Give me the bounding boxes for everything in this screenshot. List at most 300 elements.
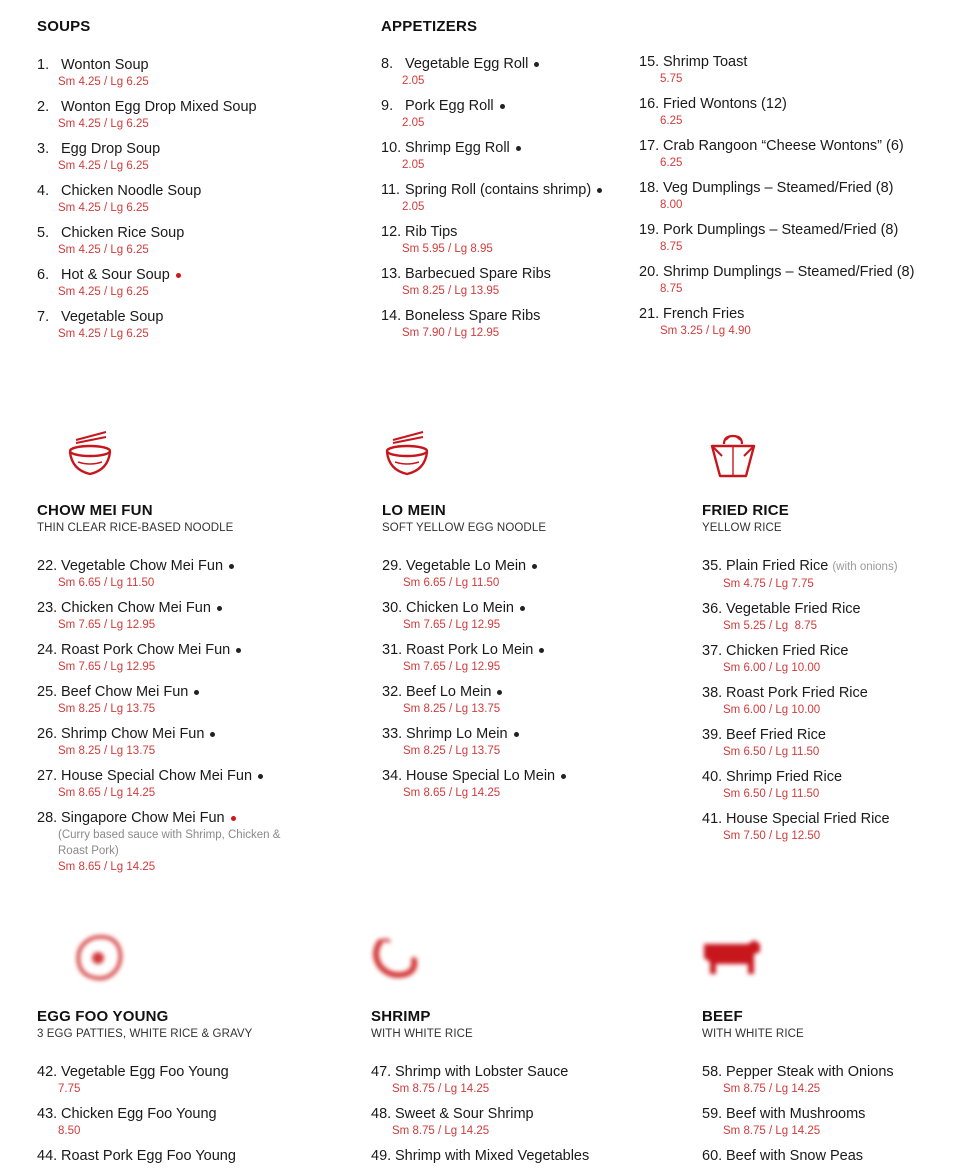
- menu-item-price: Sm 8.65 / Lg 14.25: [58, 861, 156, 873]
- menu-item-number: 34.: [382, 768, 403, 784]
- menu-item: [382, 683, 682, 717]
- menu-item-number: 58.: [702, 1064, 723, 1080]
- cow-icon: [700, 938, 764, 978]
- menu-item-price: Sm 4.25 / Lg 6.25: [58, 118, 149, 130]
- appetizers-section-col2: [639, 53, 959, 347]
- menu-item-number: 25.: [37, 684, 58, 700]
- menu-item-name: Vegetable Egg Roll: [405, 56, 529, 72]
- chow-mei-fun-section: [37, 502, 357, 883]
- menu-item: [381, 265, 631, 299]
- menu-item-price: 8.50: [58, 1125, 81, 1137]
- menu-item-name: Plain Fried Rice: [726, 558, 829, 574]
- menu-item-price: Sm 6.00 / Lg 10.00: [723, 704, 821, 716]
- menu-item-price: Sm 4.75 / Lg 7.75: [723, 578, 814, 590]
- egg-foo-young-heading: EGG FOO YOUNG: [37, 1008, 169, 1025]
- egg-foo-young-subheading: 3 EGG PATTIES, WHITE RICE & GRAVY: [37, 1028, 253, 1040]
- menu-item-number: 33.: [382, 726, 403, 742]
- menu-item-price: Sm 8.75 / Lg 14.25: [723, 1083, 821, 1095]
- bullet-dot-icon: [520, 606, 525, 611]
- menu-item-line: [37, 224, 357, 242]
- menu-item: [702, 810, 962, 844]
- menu-item-number: 39.: [702, 727, 723, 743]
- menu-item: [37, 599, 357, 633]
- menu-item-name: Chicken Egg Foo Young: [61, 1106, 217, 1122]
- menu-item-number: 31.: [382, 642, 403, 658]
- menu-item-line: [639, 95, 959, 113]
- menu-item-line: [37, 599, 357, 617]
- menu-item: [37, 140, 357, 174]
- menu-item: [37, 683, 357, 717]
- menu-item: [381, 223, 631, 257]
- menu-item: [639, 305, 959, 339]
- menu-item-line: [639, 179, 959, 197]
- menu-item-number: 19.: [639, 222, 660, 238]
- fried-rice-subheading: YELLOW RICE: [702, 522, 782, 534]
- menu-item-price: Sm 8.65 / Lg 14.25: [403, 787, 501, 799]
- menu-item-name: Chicken Lo Mein: [406, 600, 514, 616]
- menu-item-name: Beef Lo Mein: [406, 684, 492, 700]
- menu-item-name: Chicken Noodle Soup: [61, 183, 202, 199]
- menu-item-price: Sm 3.25 / Lg 4.90: [660, 325, 751, 337]
- bullet-dot-icon: [236, 648, 241, 653]
- menu-item: [702, 768, 962, 802]
- menu-item-name: Roast Pork Lo Mein: [406, 642, 534, 658]
- menu-item-line: [381, 55, 631, 73]
- menu-item-name: Egg Drop Soup: [61, 141, 161, 157]
- menu-item: [37, 56, 357, 90]
- menu-item-line: [37, 725, 357, 743]
- fried-rice-heading: FRIED RICE: [702, 502, 790, 519]
- menu-item-number: 27.: [37, 768, 58, 784]
- menu-item-line: [702, 684, 962, 702]
- menu-item-line: [37, 56, 357, 74]
- menu-item-line: [37, 767, 357, 785]
- menu-item: [37, 725, 357, 759]
- lo-mein-section: [382, 502, 682, 809]
- menu-item-price: Sm 7.50 / Lg 12.50: [723, 830, 821, 842]
- bullet-dot-icon: [258, 774, 263, 779]
- beef-heading: BEEF: [702, 1008, 743, 1025]
- menu-item-line: [702, 1063, 962, 1081]
- menu-item: [702, 1147, 962, 1165]
- menu-item-price: Sm 4.25 / Lg 6.25: [58, 286, 149, 298]
- bullet-dot-icon: [514, 732, 519, 737]
- menu-item-price: Sm 4.25 / Lg 6.25: [58, 76, 149, 88]
- menu-item: [371, 1147, 671, 1165]
- fried-rice-list: [702, 557, 962, 844]
- menu-item-price: Sm 8.75 / Lg 14.25: [392, 1083, 490, 1095]
- menu-item-price: Sm 6.00 / Lg 10.00: [723, 662, 821, 674]
- menu-item-line: [37, 1105, 357, 1123]
- menu-item-name: Chicken Rice Soup: [61, 225, 185, 241]
- menu-item-price: Sm 7.65 / Lg 12.95: [58, 619, 156, 631]
- menu-item-line: [371, 1105, 671, 1123]
- menu-item-price: 2.05: [402, 75, 425, 87]
- menu-item-name: Shrimp with Mixed Vegetables: [395, 1148, 590, 1164]
- beef-list: [702, 1063, 962, 1165]
- menu-item-price: Sm 4.25 / Lg 6.25: [58, 328, 149, 340]
- menu-item-number: 24.: [37, 642, 58, 658]
- menu-item: [381, 139, 631, 173]
- menu-item-number: 47.: [371, 1064, 392, 1080]
- menu-item: [639, 137, 959, 171]
- menu-item-name: Beef Chow Mei Fun: [61, 684, 189, 700]
- menu-item-name: Vegetable Soup: [61, 309, 164, 325]
- fried-rice-section: [702, 502, 962, 852]
- menu-item-line: [702, 726, 962, 744]
- bullet-dot-icon: [217, 606, 222, 611]
- menu-item-name: Wonton Soup: [61, 57, 149, 73]
- menu-item-number: 8.: [381, 56, 394, 72]
- bullet-dot-icon: [561, 774, 566, 779]
- menu-item: [37, 98, 357, 132]
- menu-item: [702, 726, 962, 760]
- soups-heading: SOUPS: [37, 18, 91, 35]
- menu-item-number: 40.: [702, 769, 723, 785]
- menu-item-name: Shrimp Fried Rice: [726, 769, 843, 785]
- shrimp-list: [371, 1063, 671, 1165]
- menu-item-number: 36.: [702, 601, 723, 617]
- menu-item-description: (Curry based sauce with Shrimp, Chicken & Roast Pork): [58, 829, 281, 857]
- menu-item: [381, 55, 631, 89]
- menu-item-price: Sm 8.75 / Lg 14.25: [392, 1125, 490, 1137]
- menu-item-name: Wonton Egg Drop Mixed Soup: [61, 99, 257, 115]
- menu-item-price: Sm 4.25 / Lg 6.25: [58, 244, 149, 256]
- menu-item: [37, 809, 357, 875]
- chow-mei-fun-list: [37, 557, 357, 875]
- menu-item-line: [37, 1063, 357, 1081]
- menu-item-price: Sm 5.25 / Lg 8.75: [723, 620, 817, 632]
- menu-item-line: [382, 557, 682, 575]
- menu-item-price: 7.75: [58, 1083, 81, 1095]
- menu-item-name: Chicken Fried Rice: [726, 643, 849, 659]
- menu-item-number: 28.: [37, 810, 58, 826]
- menu-item-price: Sm 8.25 / Lg 13.75: [58, 703, 156, 715]
- menu-item-line: [381, 97, 631, 115]
- menu-item: [381, 97, 631, 131]
- menu-item: [381, 307, 631, 341]
- menu-item: [382, 599, 682, 633]
- menu-item-name: Shrimp Egg Roll: [405, 140, 510, 156]
- menu-item-name: Singapore Chow Mei Fun: [61, 810, 225, 826]
- menu-item-line: [37, 809, 357, 827]
- menu-item-name: Chicken Chow Mei Fun: [61, 600, 211, 616]
- menu-item: [639, 263, 959, 297]
- menu-item-price: Sm 7.65 / Lg 12.95: [403, 619, 501, 631]
- menu-item-name: Veg Dumplings – Steamed/Fried (8): [663, 180, 894, 196]
- menu-item-number: 17.: [639, 138, 660, 154]
- menu-item-number: 29.: [382, 558, 403, 574]
- lo-mein-list: [382, 557, 682, 801]
- menu-item-number: 12.: [381, 224, 402, 240]
- menu-item-number: 48.: [371, 1106, 392, 1122]
- menu-item-number: 5.: [37, 225, 50, 241]
- menu-item: [371, 1105, 671, 1139]
- menu-item-number: 6.: [37, 267, 50, 283]
- menu-item-name: Roast Pork Chow Mei Fun: [61, 642, 231, 658]
- shrimp-subheading: WITH WHITE RICE: [371, 1028, 473, 1040]
- menu-item-number: 18.: [639, 180, 660, 196]
- menu-item: [37, 182, 357, 216]
- menu-item-number: 42.: [37, 1064, 58, 1080]
- menu-item-number: 43.: [37, 1106, 58, 1122]
- menu-item-name: Shrimp Dumplings – Steamed/Fried (8): [663, 264, 915, 280]
- menu-item: [37, 557, 357, 591]
- menu-item: [702, 642, 962, 676]
- spicy-dot-icon: [231, 816, 236, 821]
- menu-item-name: Pepper Steak with Onions: [726, 1064, 894, 1080]
- menu-item-name: Sweet & Sour Shrimp: [395, 1106, 534, 1122]
- bullet-dot-icon: [534, 62, 539, 67]
- appetizers-section: [381, 18, 631, 349]
- menu-item: [37, 308, 357, 342]
- menu-item-price: 2.05: [402, 117, 425, 129]
- menu-item-number: 11.: [381, 182, 401, 198]
- menu-item: [382, 557, 682, 591]
- menu-item: [382, 725, 682, 759]
- bullet-dot-icon: [539, 648, 544, 653]
- menu-item-name: House Special Fried Rice: [726, 811, 890, 827]
- chow-mei-fun-subheading: THIN CLEAR RICE-BASED NOODLE: [37, 522, 234, 534]
- bullet-dot-icon: [597, 188, 602, 193]
- menu-item-number: 38.: [702, 685, 723, 701]
- menu-item-number: 3.: [37, 141, 50, 157]
- menu-item: [702, 1105, 962, 1139]
- menu-item-name: Beef with Mushrooms: [726, 1106, 866, 1122]
- bullet-dot-icon: [229, 564, 234, 569]
- menu-item-name: Vegetable Fried Rice: [726, 601, 861, 617]
- menu-item-number: 1.: [37, 57, 50, 73]
- menu-item-line: [371, 1147, 671, 1165]
- menu-item-number: 22.: [37, 558, 58, 574]
- menu-item-price: Sm 8.25 / Lg 13.75: [58, 745, 156, 757]
- menu-item-number: 30.: [382, 600, 403, 616]
- menu-item-line: [37, 266, 357, 284]
- menu-item-number: 59.: [702, 1106, 723, 1122]
- menu-item-line: [382, 725, 682, 743]
- menu-item-number: 23.: [37, 600, 58, 616]
- appetizers-list-1: [381, 55, 631, 341]
- menu-item-line: [37, 683, 357, 701]
- soups-list: [37, 56, 357, 342]
- egg-foo-young-list: [37, 1063, 357, 1165]
- menu-item-number: 37.: [702, 643, 723, 659]
- lo-mein-subheading: SOFT YELLOW EGG NOODLE: [382, 522, 547, 534]
- menu-item-number: 14.: [381, 308, 402, 324]
- menu-item-price: Sm 8.75 / Lg 14.25: [723, 1125, 821, 1137]
- menu-item-number: 49.: [371, 1148, 392, 1164]
- menu-item-price: 6.25: [660, 115, 683, 127]
- menu-item: [639, 53, 959, 87]
- noodle-bowl-icon: [383, 430, 431, 478]
- bullet-dot-icon: [532, 564, 537, 569]
- menu-item: [371, 1063, 671, 1097]
- menu-item: [381, 181, 631, 215]
- menu-item-number: 10.: [381, 140, 402, 156]
- menu-item: [37, 1105, 357, 1139]
- menu-item-line: [702, 810, 962, 828]
- menu-item-line: [382, 767, 682, 785]
- menu-item-name: Pork Egg Roll: [405, 98, 494, 114]
- menu-item-line: [639, 305, 959, 323]
- spicy-dot-icon: [176, 273, 181, 278]
- menu-item-name: Shrimp Lo Mein: [406, 726, 508, 742]
- menu-item-price: 2.05: [402, 159, 425, 171]
- menu-item-price: 2.05: [402, 201, 425, 213]
- menu-item-line: [37, 641, 357, 659]
- menu-item-price: Sm 6.50 / Lg 11.50: [723, 746, 820, 758]
- menu-item-line: [381, 139, 631, 157]
- menu-item-price: Sm 7.65 / Lg 12.95: [58, 661, 156, 673]
- menu-item-price: Sm 8.25 / Lg 13.75: [403, 745, 501, 757]
- menu-item: [37, 1063, 357, 1097]
- bullet-dot-icon: [194, 690, 199, 695]
- menu-item-line: [37, 308, 357, 326]
- menu-item-line: [639, 221, 959, 239]
- noodle-bowl-icon: [66, 430, 114, 478]
- menu-item-name: Vegetable Lo Mein: [406, 558, 527, 574]
- menu-item-price: Sm 8.65 / Lg 14.25: [58, 787, 156, 799]
- menu-item-line: [702, 1147, 962, 1165]
- menu-item-line: [702, 1105, 962, 1123]
- shrimp-icon: [370, 934, 422, 982]
- lo-mein-heading: LO MEIN: [382, 502, 446, 519]
- menu-item-name: Crab Rangoon “Cheese Wontons” (6): [663, 138, 904, 154]
- menu-item-name: Barbecued Spare Ribs: [405, 266, 551, 282]
- menu-item-line: [371, 1063, 671, 1081]
- menu-item-number: 21.: [639, 306, 660, 322]
- menu-item-name: Rib Tips: [405, 224, 458, 240]
- menu-item-name: Boneless Spare Ribs: [405, 308, 541, 324]
- menu-item-name: House Special Lo Mein: [406, 768, 556, 784]
- bullet-dot-icon: [210, 732, 215, 737]
- menu-item-line: [381, 223, 631, 241]
- menu-item: [382, 767, 682, 801]
- menu-item-number: 44.: [37, 1148, 58, 1164]
- menu-item-price: Sm 4.25 / Lg 6.25: [58, 160, 149, 172]
- menu-item-name: Roast Pork Egg Foo Young: [61, 1148, 236, 1164]
- menu-item-price: 8.75: [660, 241, 683, 253]
- menu-item: [37, 1147, 357, 1165]
- menu-item: [37, 224, 357, 258]
- menu-item-name: House Special Chow Mei Fun: [61, 768, 253, 784]
- menu-item-name: Pork Dumplings – Steamed/Fried (8): [663, 222, 899, 238]
- menu-item-price: Sm 7.90 / Lg 12.95: [402, 327, 500, 339]
- menu-item-line: [37, 182, 357, 200]
- menu-item-line: [37, 140, 357, 158]
- menu-item-note: (with onions): [832, 561, 898, 573]
- menu-item-line: [37, 98, 357, 116]
- menu-item-line: [702, 557, 962, 576]
- menu-item-name: French Fries: [663, 306, 745, 322]
- menu-item-number: 4.: [37, 183, 50, 199]
- menu-item-name: Shrimp Toast: [663, 54, 748, 70]
- menu-item-line: [639, 263, 959, 281]
- menu-item-price: Sm 4.25 / Lg 6.25: [58, 202, 149, 214]
- menu-item-number: 9.: [381, 98, 394, 114]
- menu-item-number: 7.: [37, 309, 50, 325]
- menu-item: [37, 641, 357, 675]
- menu-item-name: Shrimp Chow Mei Fun: [61, 726, 205, 742]
- menu-item-line: [382, 683, 682, 701]
- menu-item-price: 6.25: [660, 157, 683, 169]
- menu-item-line: [702, 768, 962, 786]
- menu-item-line: [639, 53, 959, 71]
- menu-item-price: Sm 6.65 / Lg 11.50: [58, 577, 155, 589]
- menu-item-name: Roast Pork Fried Rice: [726, 685, 868, 701]
- menu-item-line: [37, 557, 357, 575]
- menu-item: [37, 266, 357, 300]
- menu-item-name: Beef with Snow Peas: [726, 1148, 864, 1164]
- menu-item-price: Sm 6.50 / Lg 11.50: [723, 788, 820, 800]
- menu-item-name: Vegetable Chow Mei Fun: [61, 558, 224, 574]
- menu-item-number: 26.: [37, 726, 58, 742]
- shrimp-heading: SHRIMP: [371, 1008, 431, 1025]
- menu-item-name: Fried Wontons (12): [663, 96, 787, 112]
- menu-item-price: Sm 6.65 / Lg 11.50: [403, 577, 500, 589]
- menu-item-price: Sm 8.25 / Lg 13.95: [402, 285, 500, 297]
- menu-item-number: 32.: [382, 684, 403, 700]
- appetizers-heading: APPETIZERS: [381, 18, 478, 35]
- beef-subheading: WITH WHITE RICE: [702, 1028, 804, 1040]
- menu-item: [639, 179, 959, 213]
- soups-section: [37, 18, 357, 350]
- menu-item-line: [381, 181, 631, 199]
- menu-item-number: 2.: [37, 99, 50, 115]
- appetizers-list-2: [639, 53, 959, 339]
- menu-item-price: Sm 8.25 / Lg 13.75: [403, 703, 501, 715]
- bullet-dot-icon: [500, 104, 505, 109]
- menu-item-line: [381, 265, 631, 283]
- egg-foo-young-section: [37, 1008, 357, 1173]
- menu-item-line: [702, 600, 962, 618]
- chow-mei-fun-heading: CHOW MEI FUN: [37, 502, 153, 519]
- menu-item-number: 20.: [639, 264, 660, 280]
- menu-item-price: 8.75: [660, 283, 683, 295]
- menu-item-name: Spring Roll (contains shrimp): [405, 182, 592, 198]
- fried-egg-icon: [74, 934, 124, 982]
- menu-item-name: Hot & Sour Soup: [61, 267, 170, 283]
- menu-item-name: Beef Fried Rice: [726, 727, 826, 743]
- menu-item-name: Vegetable Egg Foo Young: [61, 1064, 229, 1080]
- menu-item-number: 13.: [381, 266, 402, 282]
- menu-item: [702, 600, 962, 634]
- menu-item-line: [702, 642, 962, 660]
- menu-item-line: [381, 307, 631, 325]
- menu-item: [37, 767, 357, 801]
- menu-item-number: 16.: [639, 96, 660, 112]
- menu-item: [639, 221, 959, 255]
- beef-section: [702, 1008, 962, 1173]
- menu-item: [702, 1063, 962, 1097]
- menu-item-line: [382, 641, 682, 659]
- menu-item: [382, 641, 682, 675]
- menu-item-name: Shrimp with Lobster Sauce: [395, 1064, 569, 1080]
- menu-item-line: [639, 137, 959, 155]
- bullet-dot-icon: [516, 146, 521, 151]
- menu-item-price: Sm 7.65 / Lg 12.95: [403, 661, 501, 673]
- menu-item: [702, 684, 962, 718]
- menu-item-line: [382, 599, 682, 617]
- takeout-box-icon: [708, 432, 758, 480]
- shrimp-section: [371, 1008, 671, 1173]
- menu-item-line: [37, 1147, 357, 1165]
- menu-item-number: 15.: [639, 54, 660, 70]
- menu-item-price: Sm 5.95 / Lg 8.95: [402, 243, 493, 255]
- menu-item-price: 8.00: [660, 199, 683, 211]
- bullet-dot-icon: [497, 690, 502, 695]
- menu-item-number: 41.: [702, 811, 723, 827]
